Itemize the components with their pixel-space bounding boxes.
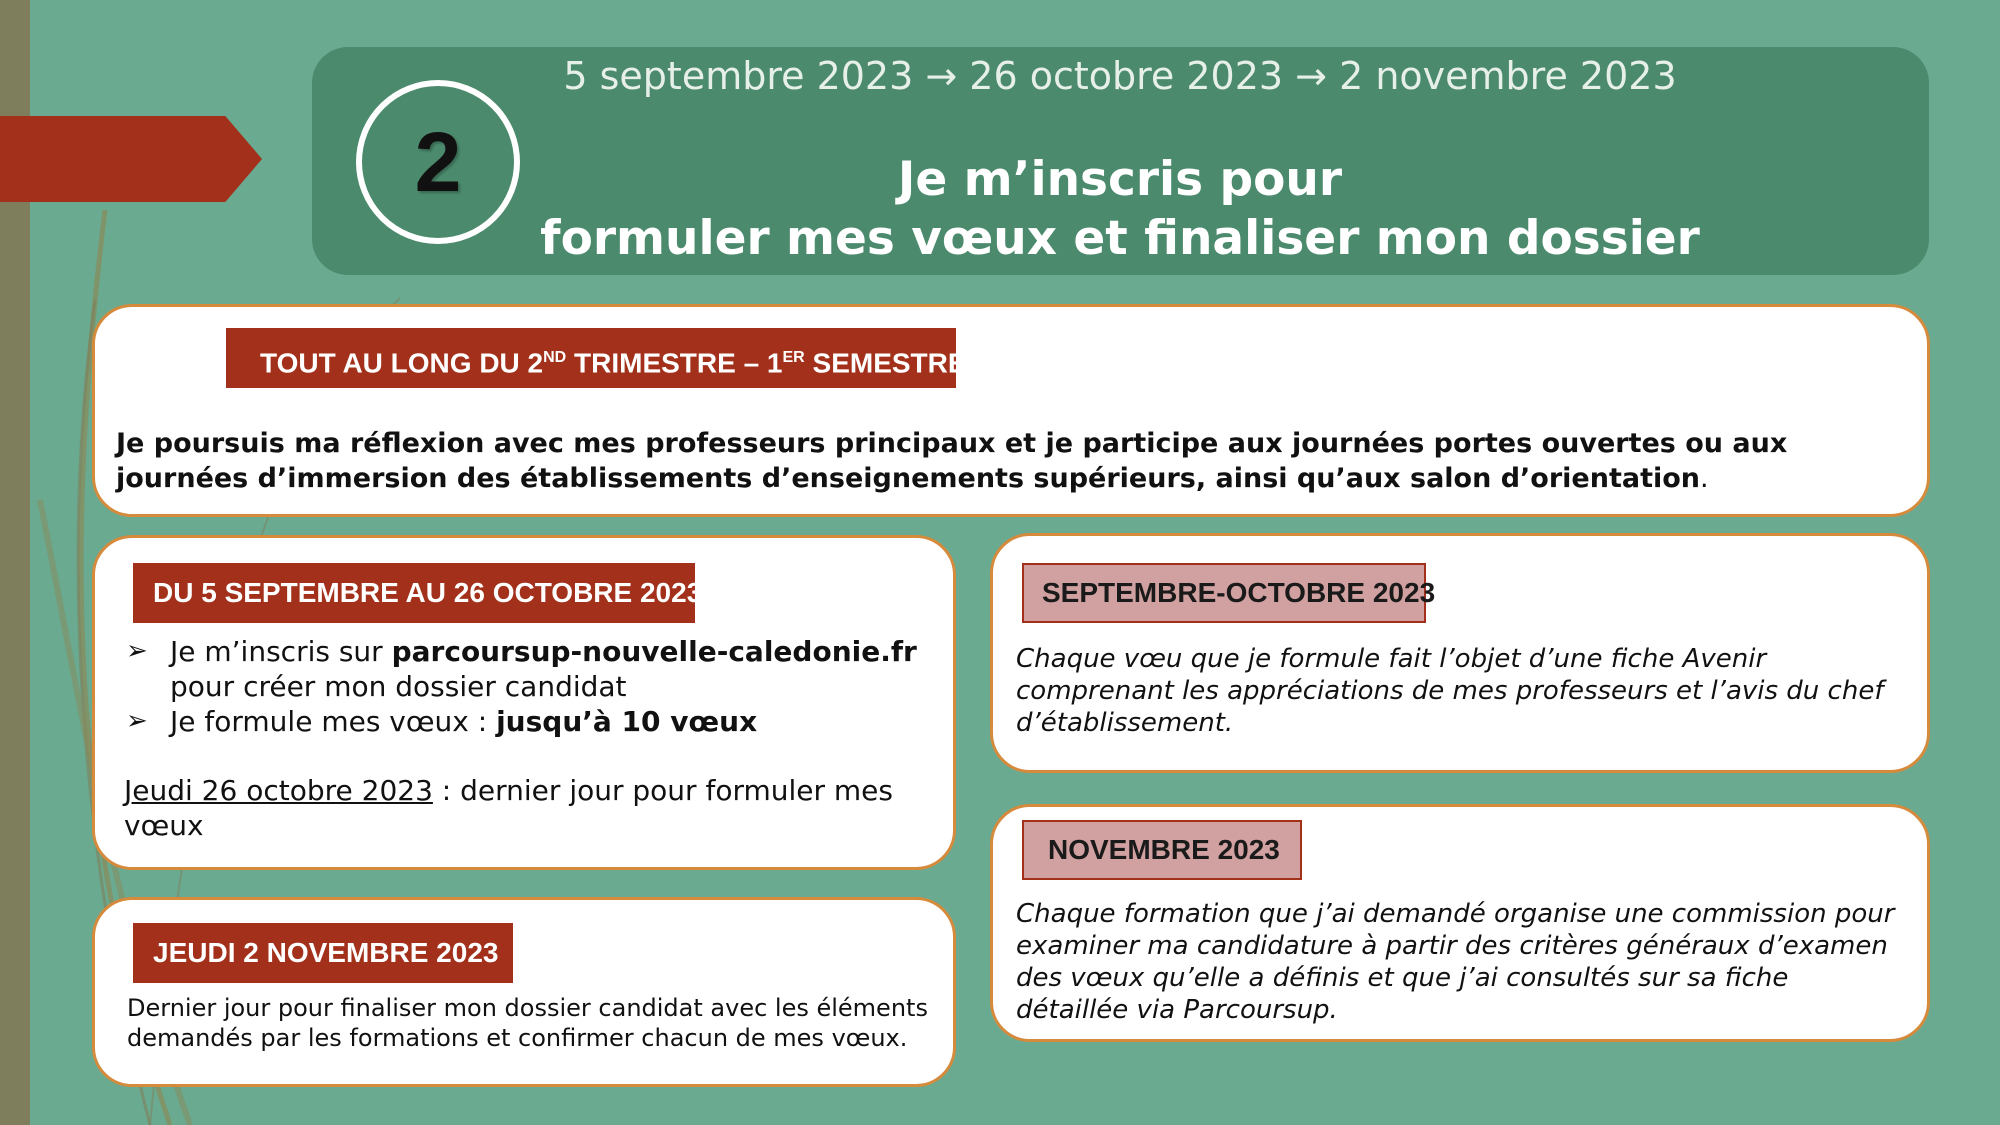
label-trimestre xyxy=(226,328,967,388)
step-number: 2 xyxy=(414,114,462,209)
bullet1-text: Je m’inscris sur xyxy=(170,635,392,668)
commission-text: Chaque formation que j’ai demandé organise une commission pour examiner ma candidature à partir des critères généraux d’examen des vœux qu’elle a définis et que j’ai consultés sur sa fiche détaillée via Parcoursup. xyxy=(1016,899,1895,1025)
label-trimestre-part3: SEMESTRE xyxy=(804,347,967,379)
inscription-bullets xyxy=(124,634,924,739)
label-commission: NOVEMBRE 2023 xyxy=(1022,820,1302,880)
bullet1-continuation: pour créer mon dossier candidat xyxy=(170,670,627,703)
step-circle xyxy=(356,80,520,244)
bullet-item-inscription xyxy=(124,634,924,704)
red-arrow-shape xyxy=(0,116,262,202)
label-inscription: DU 5 SEPTEMBRE AU 26 OCTOBRE 2023 xyxy=(133,563,695,623)
parcoursup-link[interactable]: parcoursup-nouvelle-caledonie.fr xyxy=(391,635,917,668)
label-trimestre-part2: TRIMESTRE – 1 xyxy=(566,347,783,379)
trimestre-text-bold: Je poursuis ma réflexion avec mes professeurs principaux et je participe aux journées portes ouvertes ou aux journées d’immersion des établissements d’enseignements supérieurs, ainsi qu’aux salon d’orientation xyxy=(116,428,1788,494)
arrow-bullet-icon: ➢ xyxy=(126,706,148,736)
page-title xyxy=(520,150,1720,268)
bullet2-bold: jusqu’à 10 vœux xyxy=(496,705,758,738)
label-avenir: SEPTEMBRE-OCTOBRE 2023 xyxy=(1022,563,1426,623)
bullet-item-voeux xyxy=(124,704,924,739)
deadline-date: Jeudi 26 octobre 2023 xyxy=(124,774,433,807)
label-finalisation: JEUDI 2 NOVEMBRE 2023 xyxy=(133,923,513,983)
deadline-voeux xyxy=(124,773,904,843)
title-line-1: Je m’inscris pour xyxy=(897,152,1343,207)
avenir-text: Chaque vœu que je formule fait l’objet d’une fiche Avenir comprenant les appréciations de mes professeurs et l’avis du chef d’établissement. xyxy=(1016,644,1884,738)
trimestre-text xyxy=(116,426,1906,496)
bullet2-text: Je formule mes vœux : xyxy=(170,705,497,738)
timeline-dates: 5 septembre 2023 → 26 octobre 2023 → 2 novembre 2023 xyxy=(563,54,1677,98)
finalisation-text: Dernier jour pour finaliser mon dossier candidat avec les éléments demandés par les formations et confirmer chacun de mes vœux. xyxy=(127,994,928,1052)
deadline-text: : dernier jour pour formuler mes vœux xyxy=(124,774,893,842)
trimestre-text-end: . xyxy=(1700,463,1709,494)
arrow-bullet-icon: ➢ xyxy=(126,636,148,666)
label-trimestre-sup1: ND xyxy=(543,349,567,366)
inscription-content xyxy=(124,634,924,843)
title-line-2: formuler mes vœux et finaliser mon dossier xyxy=(540,211,1700,266)
label-trimestre-sup2: ER xyxy=(782,349,805,366)
label-trimestre-part1: TOUT AU LONG DU 2 xyxy=(260,347,544,379)
